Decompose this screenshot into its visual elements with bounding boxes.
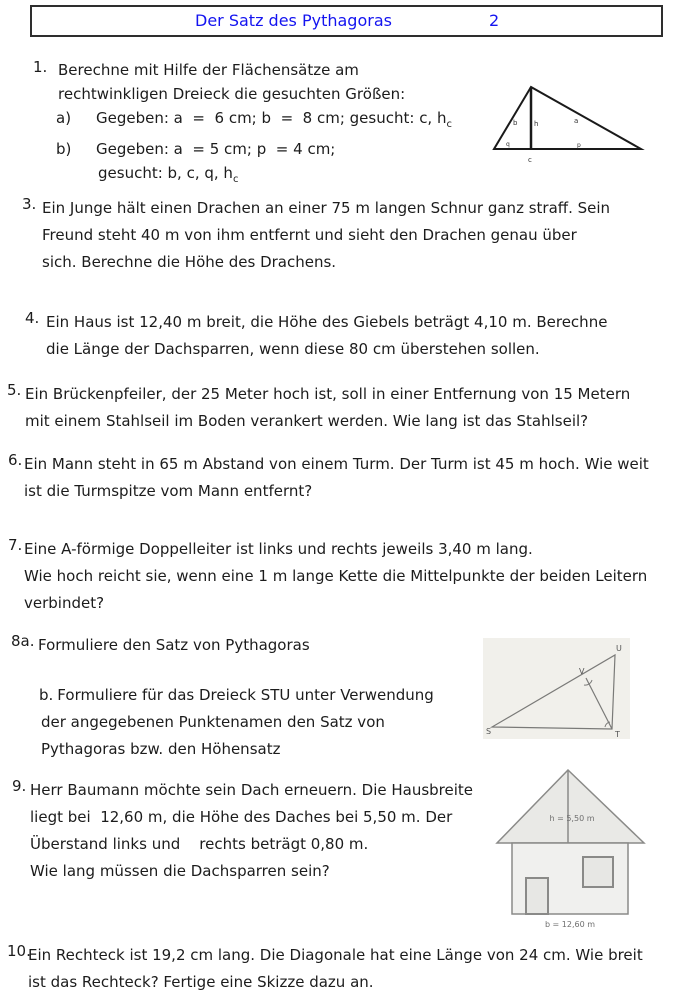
problem-5 xyxy=(7,381,630,435)
problem-line: verbindet? xyxy=(24,594,105,612)
problem-line: Überstand links und rechts beträgt 0,80 m. xyxy=(30,835,369,853)
problem-number: 4. xyxy=(25,309,40,327)
problem-text xyxy=(24,451,649,505)
problem-line: Herr Baumann möchte sein Dach erneuern. Die Hausbreite xyxy=(30,781,474,799)
problem-1 xyxy=(33,58,452,192)
problem-line: mit einem Stahlseil im Boden verankert werden. Wie lang ist das Stahlseil? xyxy=(25,412,589,430)
page-title: Der Satz des Pythagoras xyxy=(195,11,392,30)
problem-10 xyxy=(7,942,643,992)
triangle-label-a: a xyxy=(574,117,579,125)
triangle-label-h: h xyxy=(534,120,539,128)
problem-text xyxy=(28,942,643,992)
problem-line xyxy=(56,106,452,137)
problem-text xyxy=(25,381,630,435)
problem-line: Wie hoch reicht sie, wenn eine 1 m lange Kette die Mittelpunkte der beiden Leitern xyxy=(24,567,648,585)
triangle-label-p: p xyxy=(577,142,581,149)
right-triangle-diagram xyxy=(475,72,665,172)
problem-4 xyxy=(25,309,607,363)
subscript: c xyxy=(446,119,452,130)
house-diagram xyxy=(495,758,665,933)
triangle-label-q: q xyxy=(506,141,510,148)
vertex-label-s: S xyxy=(486,727,492,736)
problem-8b xyxy=(39,682,434,763)
problem-line: Ein Brückenpfeiler, der 25 Meter hoch ist, soll in einer Entfernung von 15 Metern xyxy=(25,385,631,403)
problem-line: Ein Rechteck ist 19,2 cm lang. Die Diagonale hat eine Länge von 24 cm. Wie breit xyxy=(28,946,643,964)
page-number: 2 xyxy=(489,11,500,30)
problem-line: Eine A-förmige Doppelleiter ist links und rechts jeweils 3,40 m lang. xyxy=(24,540,533,558)
problem-text xyxy=(24,536,647,617)
problem-line-text: Formuliere für das Dreieck STU unter Verwendung xyxy=(57,686,434,704)
problem-line: ist das Rechteck? Fertige eine Skizze dazu an. xyxy=(28,973,374,991)
header-box xyxy=(30,5,663,37)
subitem-label: a) xyxy=(56,109,72,127)
window-shape xyxy=(583,857,613,887)
problem-number: 10. xyxy=(7,942,31,960)
problem-line: rechtwinkligen Dreieck die gesuchten Größen: xyxy=(58,85,406,103)
problem-line: Formuliere den Satz von Pythagoras xyxy=(38,636,310,654)
vertex-label-t: T xyxy=(615,730,620,739)
problem-9 xyxy=(12,777,473,885)
subitem-label: b) xyxy=(56,140,72,158)
problem-3 xyxy=(22,195,610,276)
problem-line: der angegebenen Punktenamen den Satz von xyxy=(41,713,385,731)
triangle-label-b: b xyxy=(513,119,518,127)
problem-line xyxy=(56,137,452,161)
problem-line: Ein Junge hält einen Drachen an einer 75 m langen Schnur ganz straff. Sein xyxy=(42,199,611,217)
problem-line: Berechne mit Hilfe der Flächensätze am xyxy=(58,61,359,79)
problem-line: Freund steht 40 m von ihm entfernt und sieht den Drachen genau über xyxy=(42,226,577,244)
diagram-background xyxy=(483,638,630,739)
problem-line: Pythagoras bzw. den Höhensatz xyxy=(41,740,281,758)
problem-number: 7. xyxy=(8,536,23,554)
problem-number: b. xyxy=(39,686,54,704)
problem-number: 5. xyxy=(7,381,22,399)
problem-7 xyxy=(8,536,647,617)
problem-line: sich. Berechne die Höhe des Drachens. xyxy=(42,253,337,271)
problem-number: 8a. xyxy=(11,632,35,650)
subitem-text: Gegeben: a = 6 cm; b = 8 cm; gesucht: c, h xyxy=(96,109,447,127)
subitem-text: gesucht: b, c, q, h xyxy=(98,164,233,182)
problem-8a xyxy=(11,632,310,659)
vertex-label-v: V xyxy=(579,667,585,676)
problem-text xyxy=(46,309,607,363)
subscript: c xyxy=(232,174,239,185)
triangle-outline xyxy=(494,87,641,149)
subitem-text: Gegeben: a = 5 cm; p = 4 cm; xyxy=(96,140,336,158)
problem-line: Ein Mann steht in 65 m Abstand von einem Turm. Der Turm ist 45 m hoch. Wie weit xyxy=(24,455,649,473)
problem-number: 6. xyxy=(8,451,23,469)
problem-line: die Länge der Dachsparren, wenn diese 80 cm überstehen sollen. xyxy=(46,340,540,358)
problem-line xyxy=(98,161,452,192)
problem-text xyxy=(38,632,310,659)
problem-number: 9. xyxy=(12,777,27,795)
problem-line: Wie lang müssen die Dachsparren sein? xyxy=(30,862,330,880)
problem-line: liegt bei 12,60 m, die Höhe des Daches bei 5,50 m. Der xyxy=(30,808,453,826)
problem-line: ist die Turmspitze vom Mann entfernt? xyxy=(24,482,313,500)
problem-number: 3. xyxy=(22,195,37,213)
house-width-label: b = 12,60 m xyxy=(544,920,596,929)
roof-shape xyxy=(497,770,644,843)
door-shape xyxy=(526,878,548,914)
vertex-label-u: U xyxy=(616,644,622,653)
problem-line: Ein Haus ist 12,40 m breit, die Höhe des Giebels beträgt 4,10 m. Berechne xyxy=(46,313,608,331)
problem-text xyxy=(30,777,473,885)
triangle-label-c: c xyxy=(528,156,532,164)
triangle-stu-diagram xyxy=(483,638,630,739)
problem-text xyxy=(42,195,610,276)
problem-line xyxy=(39,682,434,709)
problem-number: 1. xyxy=(33,58,48,76)
problem-6 xyxy=(8,451,649,505)
problem-text xyxy=(58,58,452,192)
roof-height-label: h = 5,50 m xyxy=(549,814,595,823)
